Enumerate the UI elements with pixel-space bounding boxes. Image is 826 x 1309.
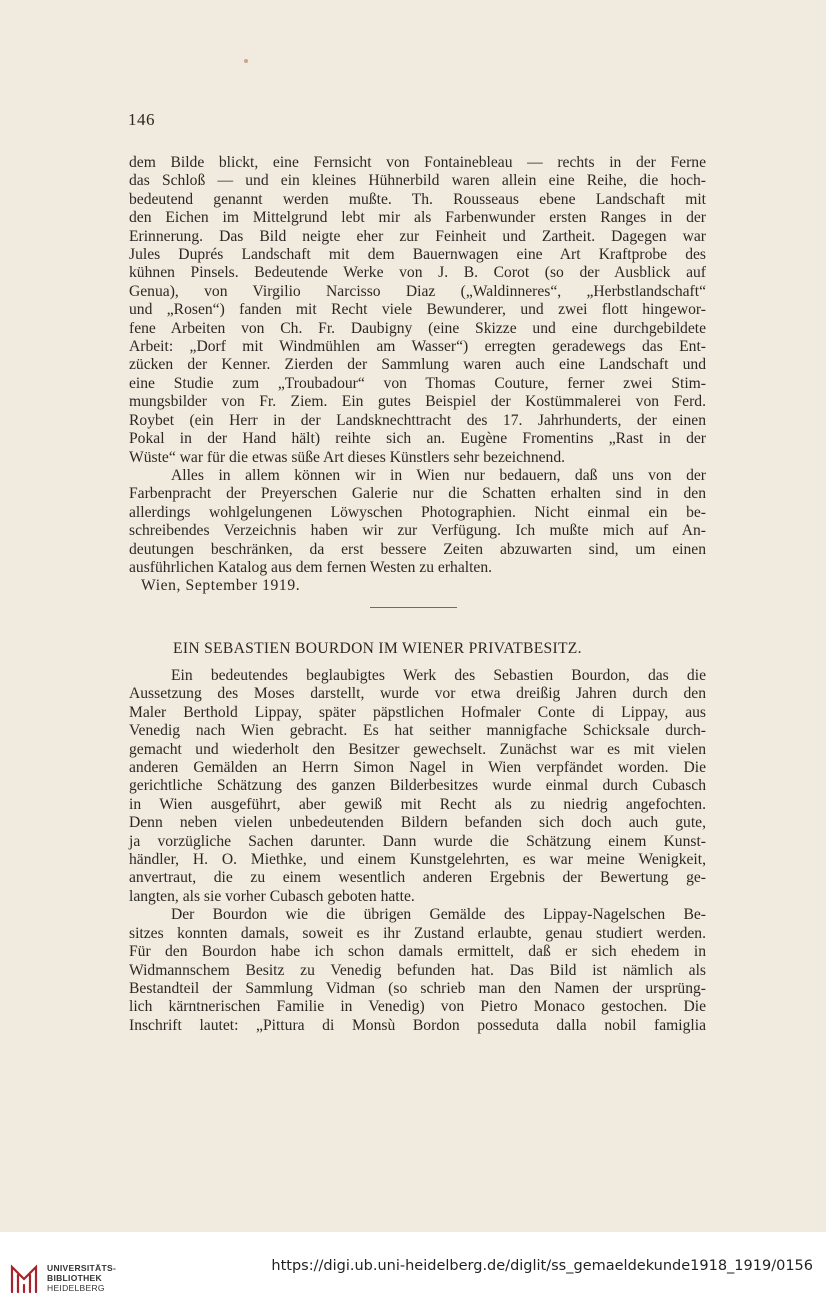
text-line: allerdings wohlgelungenen Löwyschen Photographien. Nicht einmal ein be- bbox=[129, 503, 706, 521]
text-line: sitzes konnten damals, soweit es ihr Zustand erlaubte, genau studiert werden. bbox=[129, 924, 706, 942]
text-line: eine Studie zum „Troubadour“ von Thomas Couture, ferner zwei Stim- bbox=[129, 374, 706, 392]
text-line: kühnen Pinsels. Bedeutende Werke von J. B. Corot (so der Ausblick auf bbox=[129, 264, 706, 282]
text-line: schreibendes Verzeichnis haben wir zur Verfügung. Ich mußte mich auf An- bbox=[129, 522, 706, 540]
library-logo-icon[interactable] bbox=[8, 1261, 40, 1295]
text-line: ja vorzügliche Sachen darunter. Dann wurde die Schätzung einem Kunst- bbox=[129, 832, 706, 850]
text-line: Pokal in der Hand hält) reihte sich an. Eugène Fromentins „Rast in der bbox=[129, 430, 706, 448]
paper-speck bbox=[244, 59, 248, 63]
text-line: mungsbilder von Fr. Ziem. Ein gutes Beispiel der Kostümmalerei von Ferd. bbox=[129, 393, 706, 411]
text-line: anderen Gemälden an Herrn Simon Nagel in Wien verpfändet worden. Die bbox=[129, 759, 706, 777]
text-line: den Eichen im Mittelgrund lebt mir als Farbenwunder ersten Ranges in der bbox=[129, 209, 706, 227]
text-line: ausführlichen Katalog aus dem fernen Westen zu erhalten. bbox=[129, 558, 493, 576]
article2-paragraph-2 bbox=[129, 906, 706, 1035]
text-line: in Wien ausgeführt, aber gewiß mit Recht als zu niedrig angefochten. bbox=[129, 795, 706, 813]
text-line: anvertraut, die zu einem wesentlich anderen Ergebnis der Bewertung ge- bbox=[129, 869, 706, 887]
text-line: Erinnerung. Das Bild neigte eher zur Feinheit und Zartheit. Dagegen war bbox=[129, 227, 706, 245]
text-line: Aussetzung des Moses darstellt, wurde vor etwa dreißig Jahren durch den bbox=[129, 685, 706, 703]
text-line: Inschrift lautet: „Pittura di Monsù Bordon posseduta dalla nobil famiglia bbox=[129, 1016, 706, 1034]
text-line: dem Bilde blickt, eine Fernsicht von Fontainebleau — rechts in der Ferne bbox=[129, 154, 706, 171]
signature-line: Wien, September 1919. bbox=[141, 577, 301, 595]
text-line: Bestandteil der Sammlung Vidman (so schrieb man den Namen der ursprüng- bbox=[129, 979, 706, 997]
text-line: gemacht und wiederholt den Besitzer gewechselt. Zunächst war es mit vielen bbox=[129, 740, 706, 758]
text-line: bedeutend genannt werden mußte. Th. Rousseaus ebene Landschaft mit bbox=[129, 190, 706, 208]
library-name-line: HEIDELBERG bbox=[47, 1283, 105, 1293]
article1-paragraph-2 bbox=[129, 467, 706, 577]
text-line: und „Rosen“) fanden mit Recht viele Bewunderer, und zwei flott hingewor- bbox=[129, 301, 706, 319]
text-line: gerichtliche Schätzung des ganzen Bilderbesitzes wurde einmal durch Cubasch bbox=[129, 777, 706, 795]
text-line: Venedig nach Wien gebracht. Es hat seither mannigfache Schicksale durch- bbox=[129, 722, 706, 740]
text-line: Roybet (ein Herr in der Landsknechttracht des 17. Jahrhunderts, der einen bbox=[129, 411, 706, 429]
text-line: das Schloß — und ein kleines Hühnerbild waren allein eine Reihe, die hoch- bbox=[129, 172, 706, 190]
text-line: Arbeit: „Dorf mit Windmühlen am Wasser“) erregten geradewegs das Ent- bbox=[129, 338, 706, 356]
library-name bbox=[47, 1263, 116, 1293]
article1-paragraph-1 bbox=[129, 154, 706, 467]
article2-paragraph-1 bbox=[129, 667, 706, 906]
text-line: zücken der Kenner. Zierden der Sammlung waren auch eine Landschaft und bbox=[129, 356, 706, 374]
article2-body bbox=[129, 667, 706, 1035]
text-line: deutungen beschränken, da erst bessere Zeiten abzuwarten sind, um einen bbox=[129, 540, 706, 558]
text-line: Genua), von Virgilio Narcisso Diaz („Waldinneres“, „Herbstlandschaft“ bbox=[129, 282, 706, 300]
text-line: Denn neben vielen unbedeutenden Bildern befanden sich doch auch gute, bbox=[129, 814, 706, 832]
permalink-url[interactable]: https://digi.ub.uni-heidelberg.de/diglit/ss_gemaeldekunde1918_1919/0156 bbox=[271, 1258, 813, 1274]
library-name-line: BIBLIOTHEK bbox=[47, 1273, 102, 1283]
text-line: händler, H. O. Miethke, und einem Kunstgelehrten, es war meine Wenigkeit, bbox=[129, 851, 706, 869]
library-name-line: UNIVERSITÄTS- bbox=[47, 1263, 117, 1273]
article1-signature bbox=[129, 577, 706, 595]
text-line: Jules Duprés Landschaft mit dem Bauernwagen eine Art Kraftprobe des bbox=[129, 246, 706, 264]
text-line: Widmannschem Besitz zu Venedig befunden hat. Das Bild ist nämlich als bbox=[129, 961, 706, 979]
text-line: langten, als sie vorher Cubasch geboten hatte. bbox=[129, 887, 415, 905]
text-line: Alles in allem können wir in Wien nur bedauern, daß uns von der bbox=[171, 466, 706, 484]
text-line: Der Bourdon wie die übrigen Gemälde des Lippay-Nagelschen Be- bbox=[171, 906, 706, 924]
footer-bar bbox=[0, 1232, 826, 1309]
text-line: Für den Bourdon habe ich schon damals ermittelt, daß er sich ehedem in bbox=[129, 943, 706, 961]
text-line: lich kärntnerischen Familie in Venedig) von Pietro Monaco gestochen. Die bbox=[129, 998, 706, 1016]
text-line: Maler Berthold Lippay, später päpstlichen Hofmaler Conte di Lippay, aus bbox=[129, 703, 706, 721]
article2-heading: EIN SEBASTIEN BOURDON IM WIENER PRIVATBESITZ. bbox=[173, 640, 582, 657]
section-divider bbox=[370, 607, 457, 608]
text-line: Wüste“ war für die etwas süße Art dieses Künstlers sehr bezeichnend. bbox=[129, 448, 566, 466]
text-line: Ein bedeutendes beglaubigtes Werk des Sebastien Bourdon, das die bbox=[171, 667, 706, 684]
text-line: fene Arbeiten von Ch. Fr. Daubigny (eine Skizze und eine durchgebildete bbox=[129, 319, 706, 337]
article1-body bbox=[129, 154, 706, 596]
text-line: Farbenpracht der Preyerschen Galerie nur die Schatten erhalten sind in den bbox=[129, 485, 706, 503]
page-number: 146 bbox=[128, 110, 155, 129]
